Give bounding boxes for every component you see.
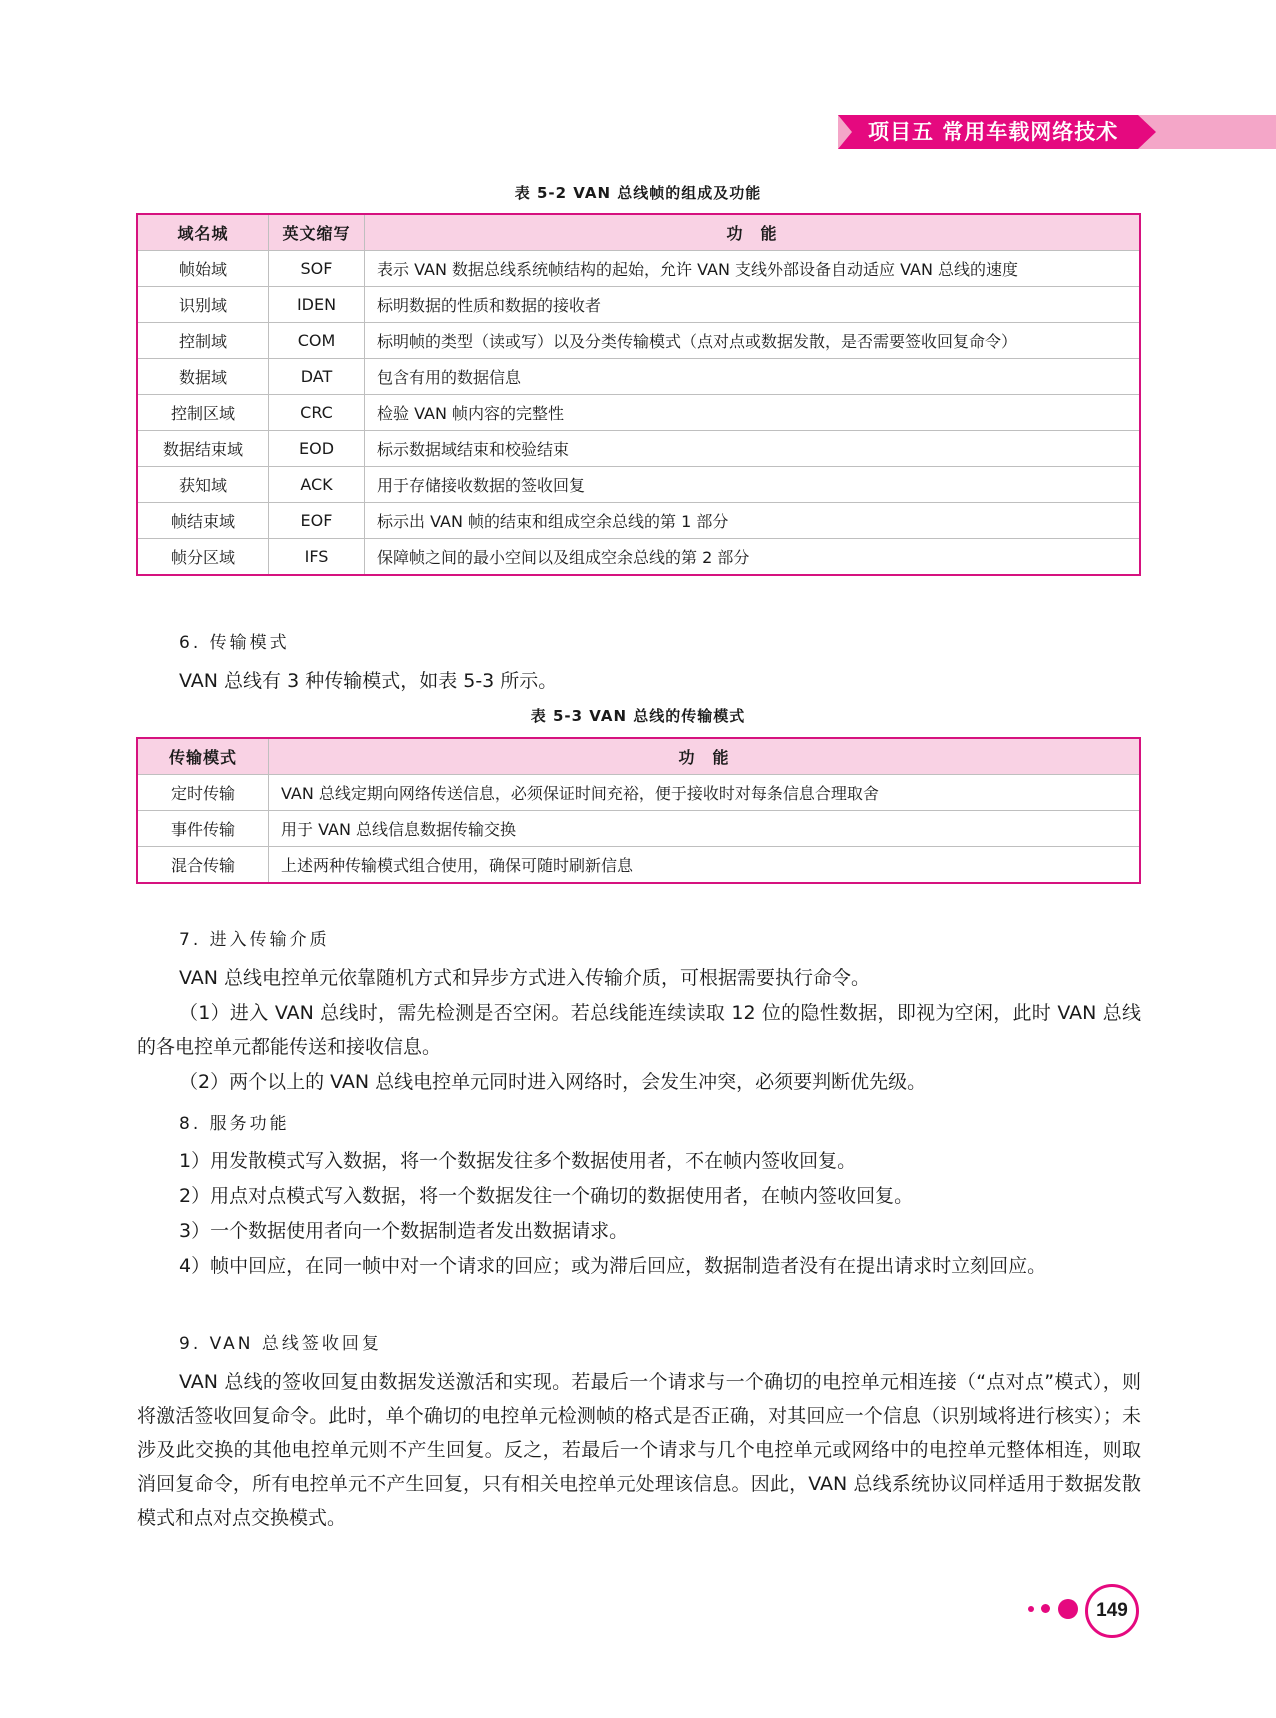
table-cell: EOF [269, 503, 365, 539]
list-item: 4）帧中回应，在同一帧中对一个请求的回应；或为滞后回应，数据制造者没有在提出请求时立刻回应。 [179, 1255, 1047, 1277]
table2-caption: 表 5-3 VAN 总线的传输模式 [530, 707, 746, 725]
list-item: 1）用发散模式写入数据，将一个数据发往多个数据使用者，不在帧内签收回复。 [179, 1150, 857, 1172]
paragraph: VAN 总线电控单元依靠随机方式和异步方式进入传输介质，可根据需要执行命令。 [179, 967, 871, 989]
table-row [137, 539, 1140, 576]
table-row [137, 323, 1140, 359]
table-cell: 包含有用的数据信息 [365, 359, 1141, 395]
paragraph: （2）两个以上的 VAN 总线电控单元同时进入网络时，会发生冲突，必须要判断优先级。 [179, 1071, 927, 1093]
list-item: 3）一个数据使用者向一个数据制造者发出数据请求。 [179, 1220, 629, 1242]
table-row [137, 359, 1140, 395]
table-cell: VAN 总线定期向网络传送信息，必须保证时间充裕，便于接收时对每条信息合理取舍 [269, 775, 1141, 811]
chapter-title: 项目五 常用车载网络技术 [868, 120, 1119, 144]
table-cell: 保障帧之间的最小空间以及组成空余总线的第 2 部分 [365, 539, 1141, 576]
paragraph: VAN 总线的签收回复由数据发送激活和实现。若最后一个请求与一个确切的电控单元相连接（“点对点”模式），则将激活签收回复命令。此时，单个确切的电控单元检测帧的格式是否正确，对其回应一个信息（识别域将进行核实）；未涉及此交换的其他电控单元则不产生回复。反之，若最后一个请求与几个电控单元或网络中的电控单元整体相连，则取消回复命令，所有电控单元不产生回复，只有相关电控单元处理该信息。因此，VAN 总线系统协议同样适用于数据发散模式和点对点交换模式。 [137, 1371, 1141, 1529]
table-row [137, 775, 1140, 811]
table-cell: 检验 VAN 帧内容的完整性 [365, 395, 1141, 431]
table-cell: DAT [269, 359, 365, 395]
table-cell: SOF [269, 251, 365, 287]
table-row [137, 395, 1140, 431]
table-header-row [137, 214, 1140, 251]
table-row [137, 431, 1140, 467]
table-cell: 控制域 [137, 323, 269, 359]
frame-structure-table [136, 213, 1141, 576]
table-cell: 上述两种传输模式组合使用，确保可随时刷新信息 [269, 847, 1141, 884]
table-cell: 帧始域 [137, 251, 269, 287]
section-heading: 9. VAN 总线签收回复 [179, 1334, 382, 1354]
table-cell: CRC [269, 395, 365, 431]
decorative-dot [1041, 1604, 1050, 1613]
chapter-banner [838, 115, 1276, 149]
table-cell: EOD [269, 431, 365, 467]
table1-caption: 表 5-2 VAN 总线帧的组成及功能 [514, 184, 762, 202]
table-cell: 标示出 VAN 帧的结束和组成空余总线的第 1 部分 [365, 503, 1141, 539]
table-cell: 用于存储接收数据的签收回复 [365, 467, 1141, 503]
table-row [137, 467, 1140, 503]
table-cell: 事件传输 [137, 811, 269, 847]
table-cell: 混合传输 [137, 847, 269, 884]
table-cell: 帧结束域 [137, 503, 269, 539]
table-cell: 标示数据域结束和校验结束 [365, 431, 1141, 467]
column-header: 域名城 [137, 214, 269, 251]
table-cell: IFS [269, 539, 365, 576]
decorative-dot [1058, 1599, 1078, 1619]
table-cell: 获知域 [137, 467, 269, 503]
page-number: 149 [1085, 1584, 1139, 1638]
table-row [137, 811, 1140, 847]
transmission-mode-table [136, 737, 1141, 884]
table-row [137, 503, 1140, 539]
paragraph: （1）进入 VAN 总线时，需先检测是否空闲。若总线能连续读取 12 位的隐性数据，即视为空闲，此时 VAN 总线的各电控单元都能传送和接收信息。 [137, 1002, 1141, 1058]
table-cell: COM [269, 323, 365, 359]
table-cell: IDEN [269, 287, 365, 323]
column-header: 功 能 [269, 738, 1141, 775]
section-heading: 8. 服务功能 [179, 1114, 290, 1134]
page-footer [1025, 1584, 1145, 1636]
table-cell: 表示 VAN 数据总线系统帧结构的起始，允许 VAN 支线外部设备自动适应 VAN 总线的速度 [365, 251, 1141, 287]
table-cell: 控制区域 [137, 395, 269, 431]
table-cell: 数据域 [137, 359, 269, 395]
table-header-row [137, 738, 1140, 775]
table-cell: 帧分区域 [137, 539, 269, 576]
paragraph: VAN 总线有 3 种传输模式，如表 5-3 所示。 [179, 670, 558, 692]
table-cell: 标明数据的性质和数据的接收者 [365, 287, 1141, 323]
table-cell: 标明帧的类型（读或写）以及分类传输模式（点对点或数据发散，是否需要签收回复命令） [365, 323, 1141, 359]
table-cell: ACK [269, 467, 365, 503]
table-cell: 数据结束域 [137, 431, 269, 467]
table-cell: 用于 VAN 总线信息数据传输交换 [269, 811, 1141, 847]
list-item: 2）用点对点模式写入数据，将一个数据发往一个确切的数据使用者，在帧内签收回复。 [179, 1185, 914, 1207]
table-row [137, 287, 1140, 323]
column-header: 英文缩写 [269, 214, 365, 251]
column-header: 功 能 [365, 214, 1141, 251]
table-row [137, 847, 1140, 884]
column-header: 传输模式 [137, 738, 269, 775]
section-heading: 7. 进入传输介质 [179, 930, 330, 950]
section-heading: 6. 传输模式 [179, 633, 290, 653]
table-cell: 定时传输 [137, 775, 269, 811]
table-cell: 识别域 [137, 287, 269, 323]
decorative-dot [1028, 1606, 1034, 1612]
table-row [137, 251, 1140, 287]
